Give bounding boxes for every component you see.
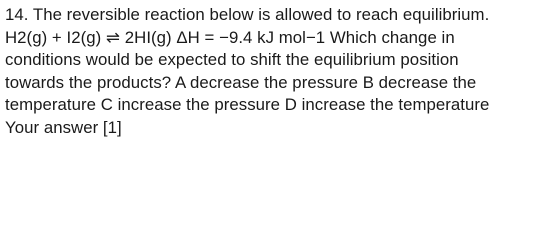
question-line: towards the products? A decrease the pressure B decrease the [5,72,477,92]
question-line: H2(g) + I2(g) ⇌ 2HI(g) ΔH = −9.4 kJ mol−1 Which change in [5,27,455,47]
question-line: Your answer [1] [5,117,122,137]
question-line: 14. The reversible reaction below is allowed to reach equilibrium. [5,5,490,24]
question-line: conditions would be expected to shift the equilibrium position [5,50,459,70]
question-line: temperature C increase the pressure D increase the temperature [5,95,490,115]
question-text [5,4,553,140]
